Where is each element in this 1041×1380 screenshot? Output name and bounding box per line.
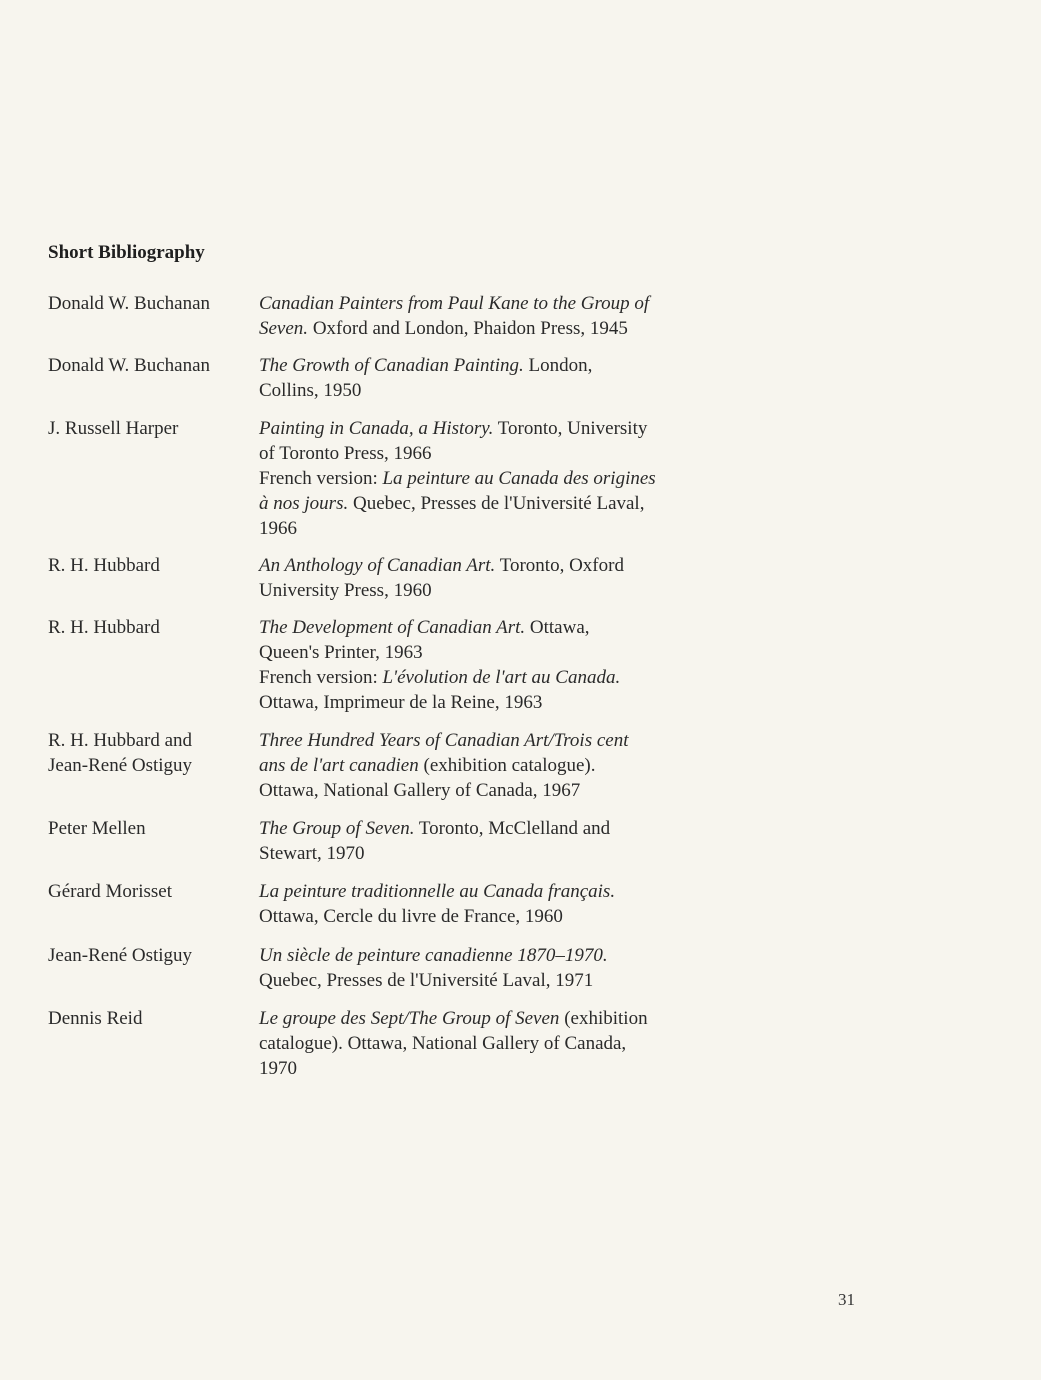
citation-text: 1970 xyxy=(259,1058,297,1079)
citation-line xyxy=(259,640,739,665)
author-line: R. H. Hubbard xyxy=(48,555,160,576)
citation-text: Queen's Printer, 1963 xyxy=(259,642,423,663)
author-line: J. Russell Harper xyxy=(48,418,179,439)
citation-text: Oxford and London, Phaidon Press, 1945 xyxy=(308,318,628,339)
citation-line xyxy=(259,728,739,753)
citation-line xyxy=(259,1031,739,1056)
citation-text: 1966 xyxy=(259,518,297,539)
author-line: Dennis Reid xyxy=(48,1008,143,1029)
citation-line xyxy=(259,491,739,516)
citation-title-text: An Anthology of Canadian Art. xyxy=(259,555,496,576)
citation-title-text: The Development of Canadian Art. xyxy=(259,617,526,638)
citation-line xyxy=(259,778,739,803)
entry-citation xyxy=(259,1006,739,1081)
citation-text: (exhibition xyxy=(559,1008,648,1029)
citation-text: Quebec, Presses de l'Université Laval, 1971 xyxy=(259,970,594,991)
citation-text: (exhibition catalogue). xyxy=(418,755,596,776)
citation-text: Ottawa, xyxy=(525,617,590,638)
citation-title-text: L'évolution de l'art au Canada. xyxy=(382,667,621,688)
citation-title-text: Three Hundred Years of Canadian Art/Trois cent xyxy=(259,730,629,751)
citation-line xyxy=(259,441,739,466)
citation-title-text: Un siècle de peinture canadienne 1870–1970. xyxy=(259,945,608,966)
page-number: 31 xyxy=(838,1290,855,1309)
page-title: Short Bibliography xyxy=(48,242,205,263)
entry-citation xyxy=(259,943,739,993)
entry-citation xyxy=(259,879,739,929)
citation-text: Toronto, Oxford xyxy=(495,555,624,576)
citation-line xyxy=(259,904,739,929)
author-line: Jean-René Ostiguy xyxy=(48,755,193,776)
citation-line xyxy=(259,291,739,316)
entry-author xyxy=(48,728,253,778)
entry-citation xyxy=(259,553,739,603)
citation-text: London, xyxy=(523,355,593,376)
citation-text: Collins, 1950 xyxy=(259,380,362,401)
citation-line xyxy=(259,943,739,968)
entry-author xyxy=(48,943,253,968)
citation-text: Toronto, University xyxy=(493,418,648,439)
author-line: Gérard Morisset xyxy=(48,881,172,902)
citation-line xyxy=(259,416,739,441)
author-line: R. H. Hubbard and xyxy=(48,730,193,751)
citation-title-text: Canadian Painters from Paul Kane to the Group of xyxy=(259,293,650,314)
citation-text: Quebec, Presses de l'Université Laval, xyxy=(348,493,645,514)
citation-line xyxy=(259,1056,739,1081)
citation-title-text: Le groupe des Sept/The Group of Seven xyxy=(259,1008,560,1029)
citation-line xyxy=(259,578,739,603)
citation-title-text: Seven. xyxy=(259,318,309,339)
citation-text: Stewart, 1970 xyxy=(259,843,365,864)
citation-line xyxy=(259,879,739,904)
entry-author xyxy=(48,816,253,841)
citation-line xyxy=(259,665,739,690)
citation-title-text: Painting in Canada, a History. xyxy=(259,418,494,439)
citation-text: French version: xyxy=(259,667,383,688)
citation-title-text: La peinture au Canada des origines xyxy=(382,468,656,489)
citation-text: Ottawa, Cercle du livre de France, 1960 xyxy=(259,906,563,927)
citation-title-text: à nos jours. xyxy=(259,493,349,514)
citation-line xyxy=(259,378,739,403)
entry-author xyxy=(48,416,253,441)
entry-citation xyxy=(259,353,739,403)
citation-title-text: ans de l'art canadien xyxy=(259,755,419,776)
entry-citation xyxy=(259,416,739,541)
citation-line xyxy=(259,816,739,841)
citation-line xyxy=(259,553,739,578)
entry-citation xyxy=(259,728,739,803)
citation-line xyxy=(259,353,739,378)
entry-citation xyxy=(259,291,739,341)
citation-line xyxy=(259,615,739,640)
author-line: Peter Mellen xyxy=(48,818,146,839)
citation-text: French version: xyxy=(259,468,383,489)
entry-author xyxy=(48,353,253,378)
author-line: Donald W. Buchanan xyxy=(48,293,211,314)
citation-line xyxy=(259,968,739,993)
citation-text: Toronto, McClelland and xyxy=(414,818,611,839)
citation-line xyxy=(259,753,739,778)
citation-text: of Toronto Press, 1966 xyxy=(259,443,432,464)
citation-line xyxy=(259,516,739,541)
citation-line xyxy=(259,316,739,341)
citation-title-text: The Growth of Canadian Painting. xyxy=(259,355,524,376)
author-line: R. H. Hubbard xyxy=(48,617,160,638)
entry-citation xyxy=(259,615,739,715)
citation-text: Ottawa, Imprimeur de la Reine, 1963 xyxy=(259,692,543,713)
citation-line xyxy=(259,466,739,491)
citation-text: University Press, 1960 xyxy=(259,580,432,601)
entry-citation xyxy=(259,816,739,866)
author-line: Jean-René Ostiguy xyxy=(48,945,193,966)
entry-author xyxy=(48,879,253,904)
citation-title-text: The Group of Seven. xyxy=(259,818,415,839)
entry-author xyxy=(48,615,253,640)
citation-text: Ottawa, National Gallery of Canada, 1967 xyxy=(259,780,581,801)
entry-author xyxy=(48,553,253,578)
citation-line xyxy=(259,1006,739,1031)
citation-text: catalogue). Ottawa, National Gallery of Canada, xyxy=(259,1033,627,1054)
citation-line xyxy=(259,690,739,715)
citation-title-text: La peinture traditionnelle au Canada français. xyxy=(259,881,616,902)
entry-author xyxy=(48,291,253,316)
citation-line xyxy=(259,841,739,866)
author-line: Donald W. Buchanan xyxy=(48,355,211,376)
entry-author xyxy=(48,1006,253,1031)
